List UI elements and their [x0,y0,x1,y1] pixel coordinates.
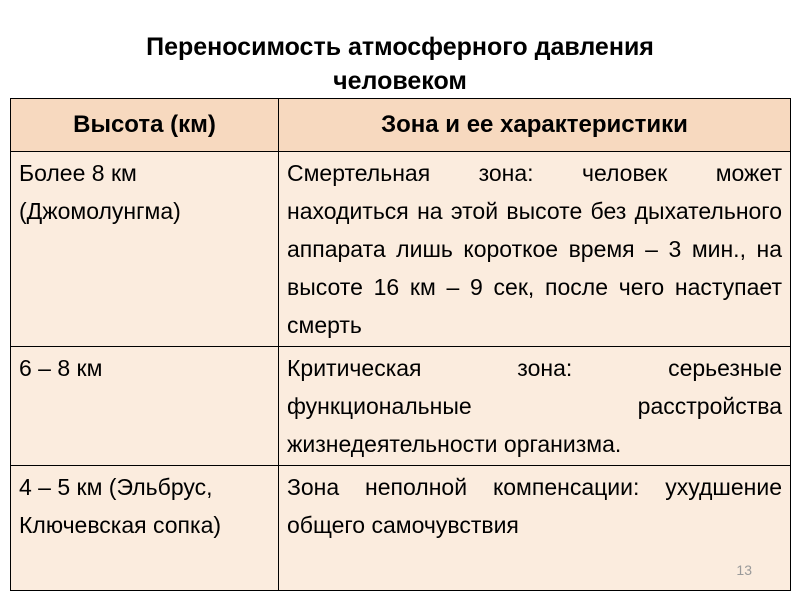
page-number: 13 [736,562,752,578]
table-header-row [11,99,791,152]
cell-zone [279,466,791,591]
table-row [11,347,791,466]
cell-height: Более 8 км (Джомолунгма) [11,152,279,347]
cell-zone-text: Зона неполной компенсации: ухудшение общего самочувствия [287,474,782,538]
header-zone: Зона и ее характеристики [279,99,791,152]
cell-height: 6 – 8 км [11,347,279,466]
cell-zone: Критическая зона: серьезные функциональные расстройства жизнедеятельности организма. [279,347,791,466]
header-height: Высота (км) [11,99,279,152]
pressure-tolerance-table [10,98,791,591]
title-line-1: Переносимость атмосферного давления [146,33,654,61]
table-row [11,466,791,591]
table-row [11,152,791,347]
title-line-2: человеком [333,67,467,95]
cell-zone: Смертельная зона: человек может находиться на этой высоте без дыхательного аппарата лишь короткое время – 3 мин., на высоте 16 км – 9 сек, после чего наступает смерть [279,152,791,347]
cell-height-text: 4 – 5 км (Эльбрус, Ключевская сопка) [19,474,222,538]
page-title [0,30,800,98]
cell-height [11,466,279,591]
